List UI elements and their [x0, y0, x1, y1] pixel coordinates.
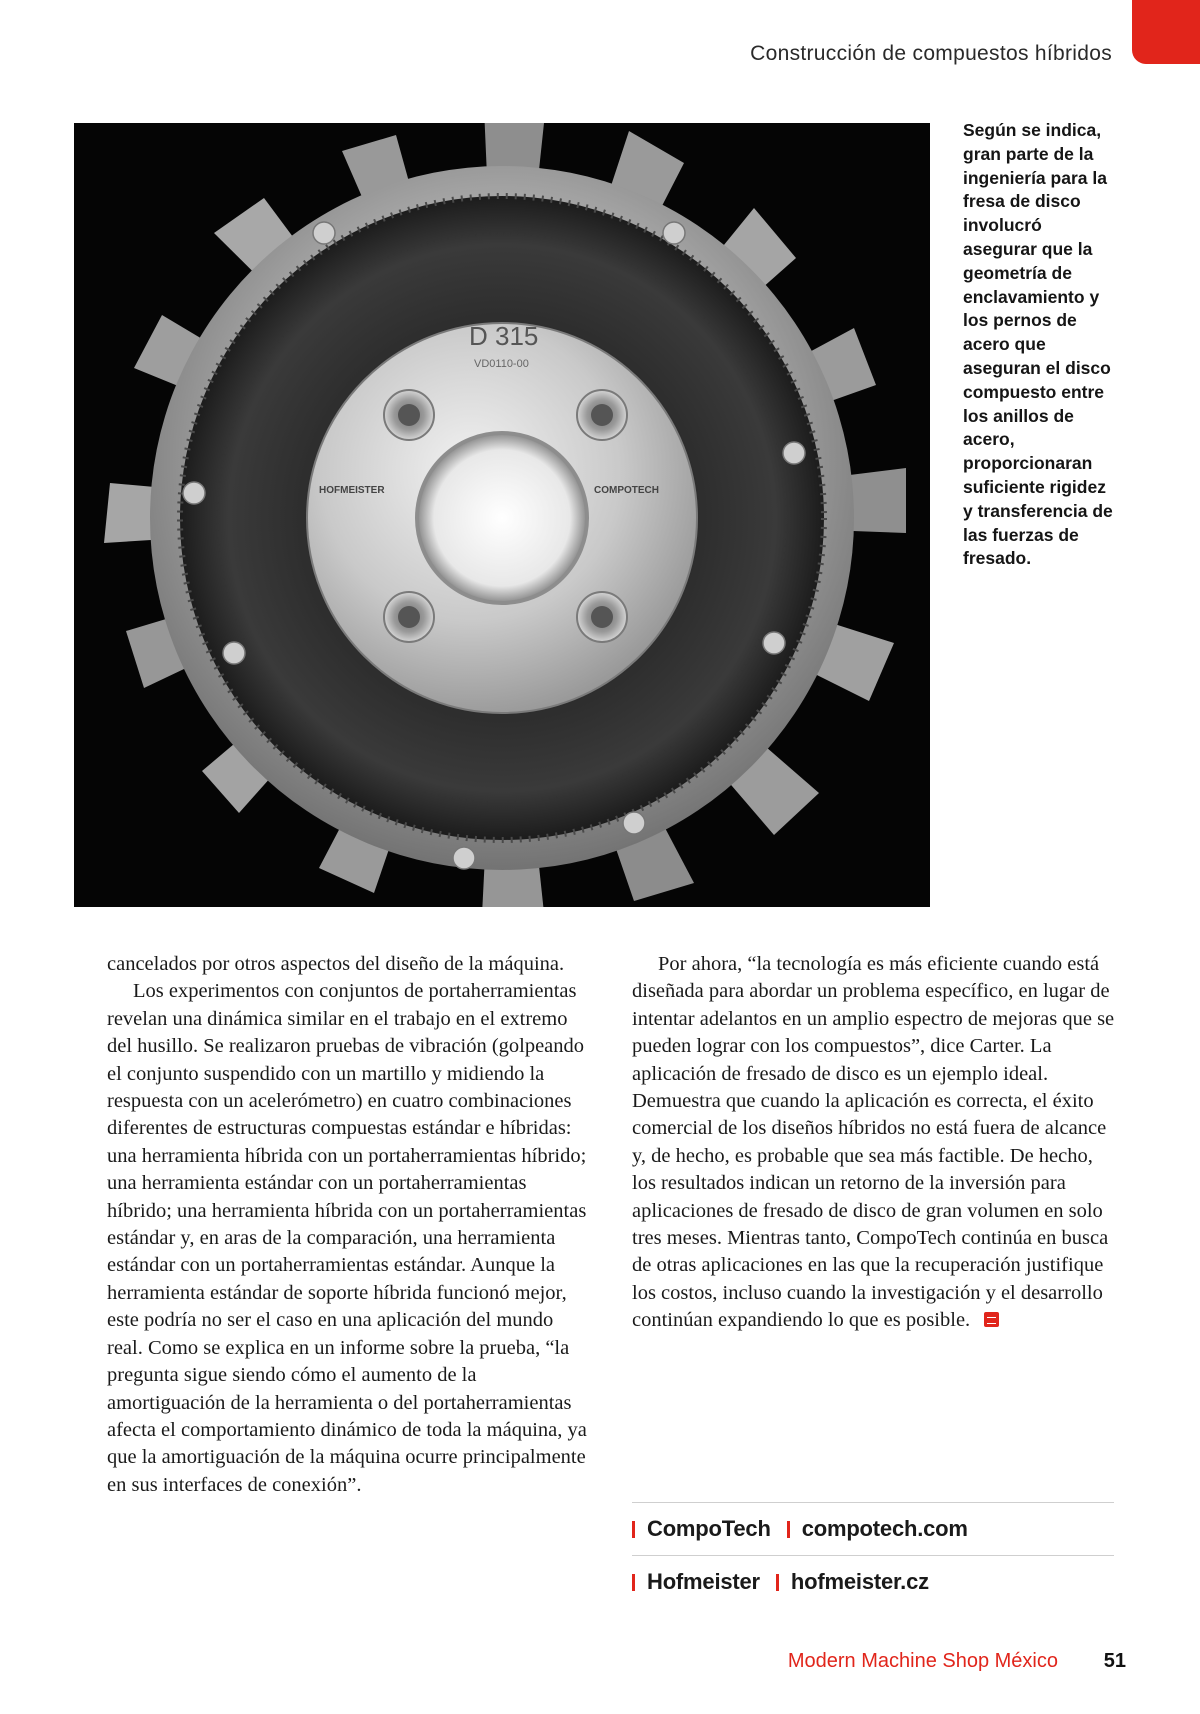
red-bar-icon — [776, 1574, 779, 1591]
section-title: Construcción de compuestos híbridos — [750, 42, 1112, 65]
article-column-left — [107, 951, 593, 1499]
end-of-article-icon — [984, 1312, 999, 1327]
photo-logo-right: COMPOTECH — [594, 485, 659, 496]
article-paragraph: Los experimentos con conjuntos de portaherramientas revelan una dinámica similar en el trabajo en el extremo del husillo. Se realizaron pruebas de vibración (golpeando el conjunto suspendido con un martillo y midiendo la respuesta con un acelerómetro) en cuatro combinaciones diferentes de estructuras compuestas estándar e híbridas: una herramienta híbrida con un portaherramientas híbrido; una herramienta estándar con un portaherramientas híbrido; una herramienta híbrida con un portaherramientas estándar y, en aras de la comparación, una herramienta estándar con un portaherramientas estándar. Aunque la herramienta estándar de soporte híbrida funcionó mejor, este podría no ser el caso en una aplicación del mundo real. Como se explica en un informe sobre la prueba, “la pregunta sigue siendo cómo el aumento de la amortiguación de la herramienta o del portaherramientas afecta el comportamiento dinámico de toda la máquina, ya que la amortiguación de la máquina ocurre principalmente en sus interfaces de conexión”. — [107, 980, 587, 1496]
disc-cutter-illustration — [74, 123, 930, 907]
reference-url[interactable]: compotech.com — [801, 1516, 968, 1541]
reference-company: CompoTech — [647, 1516, 771, 1541]
article-column-right — [632, 951, 1117, 1335]
red-bar-icon — [787, 1521, 790, 1538]
article-paragraph-final — [632, 951, 1117, 1335]
article-paragraph: cancelados por otros aspectos del diseño de la máquina. — [107, 953, 565, 975]
photo-logo-left: HOFMEISTER — [319, 485, 385, 496]
engraving-code: VD0110-00 — [474, 358, 529, 370]
disc-cutter-photo — [74, 123, 930, 907]
references-block — [632, 1502, 1114, 1608]
reference-row — [632, 1556, 1114, 1608]
article-paragraph-text: Por ahora, “la tecnología es más eficiente cuando está diseñada para abordar un problema específico, en lugar de intentar adelantos en un amplio espectro de mejoras que se pueden lograr con los compuestos”, dice Carter. La aplicación de fresado de disco es un ejemplo ideal. Demuestra que cuando la aplicación es correcta, el éxito comercial de los diseños híbridos no está fuera de alcance y, de hecho, es probable que sea más factible. De hecho, los resultados indican un retorno de la inversión para aplicaciones de fresado de disco de gran volumen en solo tres meses. Mientras tanto, CompoTech continúa en busca de otras aplicaciones en las que la recuperación justifique los costos, incluso cuando la investigación y el desarrollo continúan expandiendo lo que es posible. — [632, 953, 1115, 1332]
red-bar-icon — [632, 1574, 635, 1591]
engraving-model: D 315 — [469, 321, 539, 351]
reference-row — [632, 1503, 1114, 1555]
reference-url[interactable]: hofmeister.cz — [790, 1569, 929, 1594]
footer-magazine-name: Modern Machine Shop México — [787, 1650, 1058, 1672]
red-bar-icon — [632, 1521, 635, 1538]
footer-page-number: 51 — [1103, 1650, 1126, 1672]
photo-caption: Según se indica, gran parte de la ingeniería para la fresa de disco involucró asegurar que la geometría de enclavamiento y los pernos de acero que aseguran el disco compuesto entre los anillos de acero, proporcionaran suficiente rigidez y transferencia de las fuerzas de fresado. — [963, 120, 1113, 569]
center-bore — [417, 433, 587, 603]
reference-company: Hofmeister — [647, 1569, 760, 1594]
corner-tab — [1132, 0, 1200, 64]
